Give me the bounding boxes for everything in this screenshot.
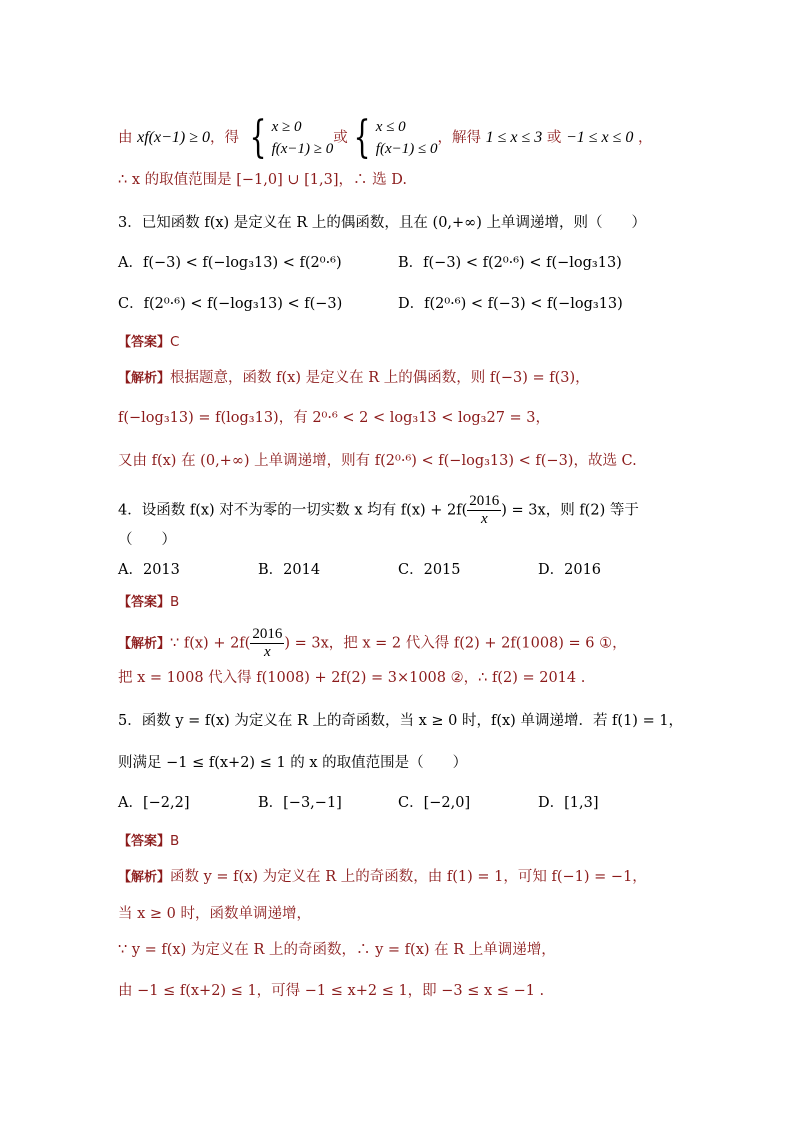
math-expr: 1 ≤ x ≤ 3: [485, 129, 543, 146]
fraction-denominator: x: [263, 644, 271, 660]
q4-explanation-line-2: 把 x = 1008 代入得 f(1008) + 2f(2) = 3×1008 ②，∴ f(2) = 2014 .: [118, 670, 586, 686]
q3-answer: [118, 332, 179, 353]
text: ) = 3x，把 x = 2 代入得 f(2) + 2f(1008) = 6 ①，: [284, 635, 627, 652]
question-5-stem-line-2: 则满足 −1 ≤ f(x+2) ≤ 1 的 x 的取值范围是（ ）: [118, 755, 468, 771]
q4-option-c: C．2015: [398, 562, 461, 578]
explanation-tag: 【解析】: [118, 870, 171, 885]
question-3-stem: 3．已知函数 f(x) 是定义在 R 上的偶函数，且在 (0,+∞) 上单调递增，则（ ）: [118, 215, 647, 231]
fraction: [467, 493, 501, 528]
text: 或: [333, 130, 348, 146]
system-of-inequalities-1: { x ≥ 0 f(x−1) ≥ 0: [249, 112, 334, 163]
fraction-numerator: 2016: [469, 493, 500, 509]
text: ) = 3x，则 f(2) 等于: [501, 502, 639, 519]
answer-value: B: [170, 833, 180, 849]
text: 函数 y = f(x) 为定义在 R 上的奇函数，由 f(1) = 1，可知 f(−1) = −1，: [170, 869, 647, 885]
q3-option-d: D．f(2⁰·⁶) < f(−3) < f(−log₃13): [398, 296, 623, 312]
question-5-stem-line-1: 5．函数 y = f(x) 为定义在 R 上的奇函数，当 x ≥ 0 时，f(x) 单调递增．若 f(1) = 1，: [118, 713, 684, 729]
q3-explanation-line-3: 又由 f(x) 在 (0,+∞) 上单调递增，则有 f(2⁰·⁶) < f(−log₃13) < f(−3)，故选 C.: [118, 453, 637, 469]
system-row: x ≤ 0: [375, 119, 406, 135]
q5-explanation-line-1: [118, 867, 647, 888]
system-row: x ≥ 0: [271, 119, 302, 135]
math-expr: xf(x−1) ≥ 0: [137, 129, 210, 146]
text: ∵ f(x) + 2f(: [170, 635, 251, 652]
q3-option-a: A．f(−3) < f(−log₃13) < f(2⁰·⁶): [118, 255, 342, 271]
q5-option-b: B．[−3,−1]: [258, 795, 342, 811]
answer-value: B: [170, 594, 180, 610]
answer-tag: 【答案】: [118, 595, 171, 610]
q5-option-c: C．[−2,0]: [398, 795, 471, 811]
text: 由: [118, 130, 138, 146]
explanation-tag: 【解析】: [118, 371, 171, 386]
text: 4．设函数 f(x) 对不为零的一切实数 x 均有 f(x) + 2f(: [118, 502, 468, 519]
question-4-stem: [118, 493, 639, 528]
text: 根据题意，函数 f(x) 是定义在 R 上的偶函数，则 f(−3) = f(3)，: [170, 370, 590, 386]
prev-solution-line-1: [118, 112, 653, 163]
q4-paren: （ ）: [118, 532, 176, 548]
system-of-inequalities-2: { x ≤ 0 f(x−1) ≤ 0: [353, 112, 438, 163]
q5-explanation-line-3: ∵ y = f(x) 为定义在 R 上的奇函数，∴ y = f(x) 在 R 上单调递增，: [118, 942, 556, 958]
text: ，: [633, 130, 653, 146]
q4-option-a: A．2013: [118, 562, 180, 578]
prev-solution-line-2: ∴ x 的取值范围是 [−1,0] ∪ [1,3]，∴ 选 D.: [118, 172, 407, 188]
q4-option-d: D．2016: [538, 562, 602, 578]
q5-explanation-line-2: 当 x ≥ 0 时，函数单调递增，: [118, 906, 311, 922]
text: 或: [542, 130, 566, 146]
q3-option-c: C．f(2⁰·⁶) < f(−log₃13) < f(−3): [118, 296, 343, 312]
system-row: f(x−1) ≥ 0: [271, 141, 334, 157]
q5-answer: [118, 831, 179, 852]
q5-explanation-line-4: 由 −1 ≤ f(x+2) ≤ 1，可得 −1 ≤ x+2 ≤ 1，即 −3 ≤ x ≤ −1 .: [118, 983, 545, 999]
answer-value: C: [170, 334, 180, 350]
q5-option-d: D．[1,3]: [538, 795, 599, 811]
system-row: f(x−1) ≤ 0: [375, 141, 438, 157]
answer-tag: 【答案】: [118, 335, 171, 350]
answer-tag: 【答案】: [118, 834, 171, 849]
q5-option-a: A．[−2,2]: [118, 795, 190, 811]
fraction: [250, 626, 284, 661]
q4-option-b: B．2014: [258, 562, 321, 578]
q3-explanation-line-1: [118, 368, 590, 389]
text: ，得: [210, 130, 239, 146]
q4-answer: [118, 592, 179, 613]
q3-explanation-line-2: f(−log₃13) = f(log₃13)，有 2⁰·⁶ < 2 < log₃13 < log₃27 = 3，: [118, 410, 551, 426]
text: ，解得: [437, 130, 486, 146]
explanation-tag: 【解析】: [118, 636, 171, 652]
q4-explanation-line-1: [118, 626, 627, 661]
math-expr: −1 ≤ x ≤ 0: [565, 129, 634, 146]
fraction-numerator: 2016: [252, 626, 283, 642]
fraction-denominator: x: [480, 511, 488, 527]
q3-option-b: B．f(−3) < f(2⁰·⁶) < f(−log₃13): [398, 255, 622, 271]
